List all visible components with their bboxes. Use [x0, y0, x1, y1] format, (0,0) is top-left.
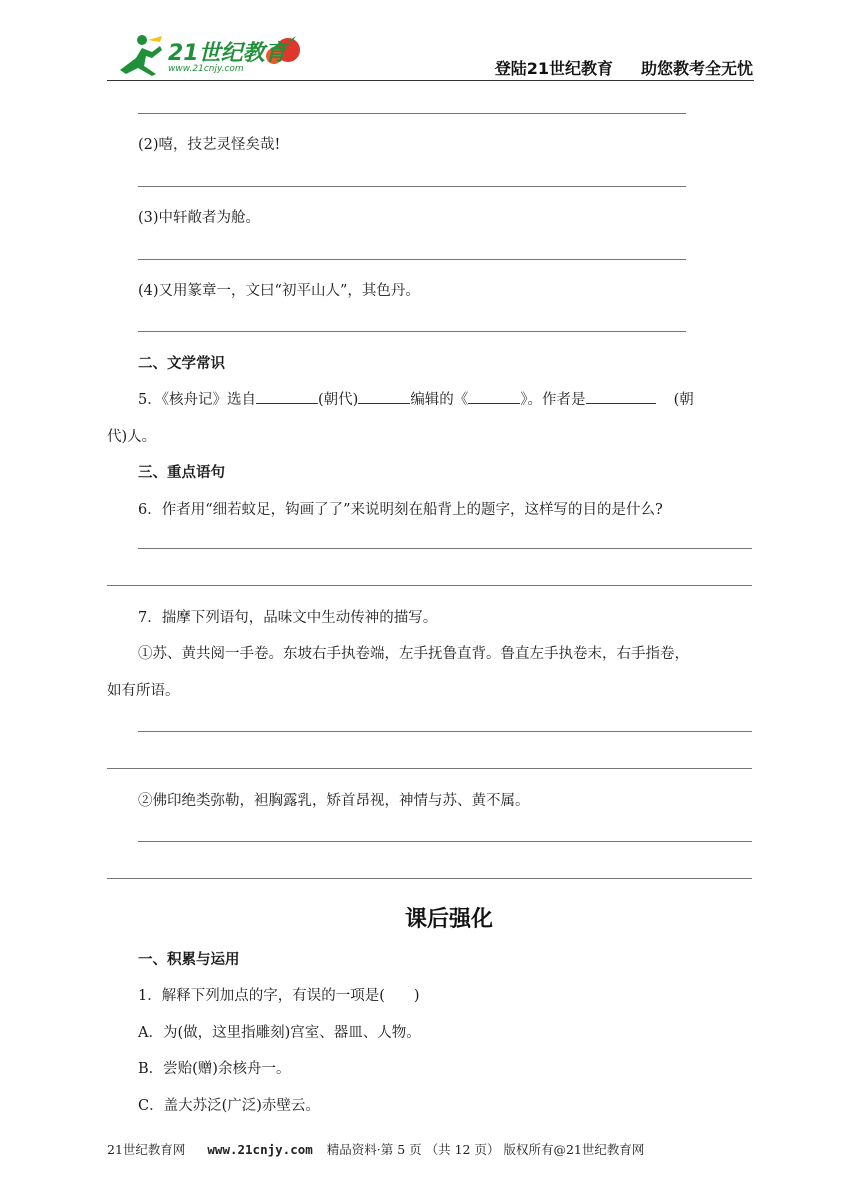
answer-line: [138, 731, 752, 732]
answer-line: [138, 186, 686, 187]
section-heading-literature: 二、文学常识: [138, 356, 225, 372]
footer-url[interactable]: www.21cnjy.com: [207, 1142, 313, 1157]
answer-line: [107, 878, 752, 879]
answer-line: [138, 548, 752, 549]
question-7: 7．揣摩下列语句，品味文中生动传神的描写。: [138, 610, 438, 626]
footer-page-info: 精品资料·第 5 页 （共 12 页） 版权所有@21世纪教育网: [326, 1142, 645, 1157]
question-7-sentence-2: ②佛印绝类弥勒，袒胸露乳，矫首昂视，神情与苏、黄不属。: [138, 793, 530, 809]
option-c: C．盖大苏泛(广泛)赤壁云。: [138, 1098, 320, 1114]
answer-line: [138, 113, 686, 114]
question-4-2: (2)嘻，技艺灵怪矣哉!: [138, 137, 281, 153]
answer-line: [138, 331, 686, 332]
header-slogan: [495, 56, 753, 79]
section-title-after-class: 课后强化: [405, 907, 494, 932]
header-slogan-right: 助您教考全无忧: [640, 59, 753, 78]
question-7-sentence-1-cont: 如有所语。: [107, 683, 180, 699]
question-5-part-a: 5．《核舟记》选自: [138, 392, 256, 408]
answer-line: [107, 768, 752, 769]
answer-line: [138, 841, 752, 842]
question-5-line-2: 代)人。: [107, 429, 157, 445]
runner-icon: [120, 35, 162, 76]
question-1: 1．解释下列加点的字，有误的一项是( ): [138, 988, 420, 1004]
question-6: 6．作者用“细若蚊足，钩画了了”来说明刻在船背上的题字，这样写的目的是什么?: [138, 502, 663, 518]
question-5: [138, 388, 694, 409]
question-7-sentence-1: ①苏、黄共阅一手卷。东坡右手执卷端，左手抚鲁直背。鲁直左手执卷末，右手指卷，: [138, 646, 689, 662]
question-5-part-b: (朝代): [317, 392, 359, 408]
question-5-part-d: 》。作者是: [520, 392, 586, 408]
footer-site: 21世纪教育网: [107, 1142, 186, 1157]
question-5-part-e: (朝: [673, 392, 694, 408]
question-4-4: (4)又用篆章一，文曰“初平山人”，其色丹。: [138, 283, 420, 299]
fill-blank: [256, 389, 318, 404]
header-slogan-left: 登陆21世纪教育: [494, 59, 613, 78]
page-footer: [107, 1140, 644, 1158]
fill-blank: [586, 389, 656, 404]
option-b: B．尝贻(赠)余核舟一。: [138, 1061, 291, 1077]
question-5-part-c: 编辑的《: [410, 392, 469, 408]
section-heading-key-sentences: 三、重点语句: [138, 465, 225, 481]
fill-blank: [358, 389, 410, 404]
question-4-3: (3)中轩敞者为舱。: [138, 210, 261, 226]
logo-url: www.21cnjy.com: [168, 64, 244, 74]
section-heading-accumulation: 一、积累与运用: [138, 952, 240, 968]
header-divider: [107, 80, 754, 81]
logo-text: 21世纪教育: [168, 41, 287, 66]
option-a: A．为(做，这里指雕刻)宫室、器皿、人物。: [138, 1025, 421, 1041]
answer-line: [138, 259, 686, 260]
answer-line: [107, 585, 752, 586]
fill-blank: [468, 389, 520, 404]
